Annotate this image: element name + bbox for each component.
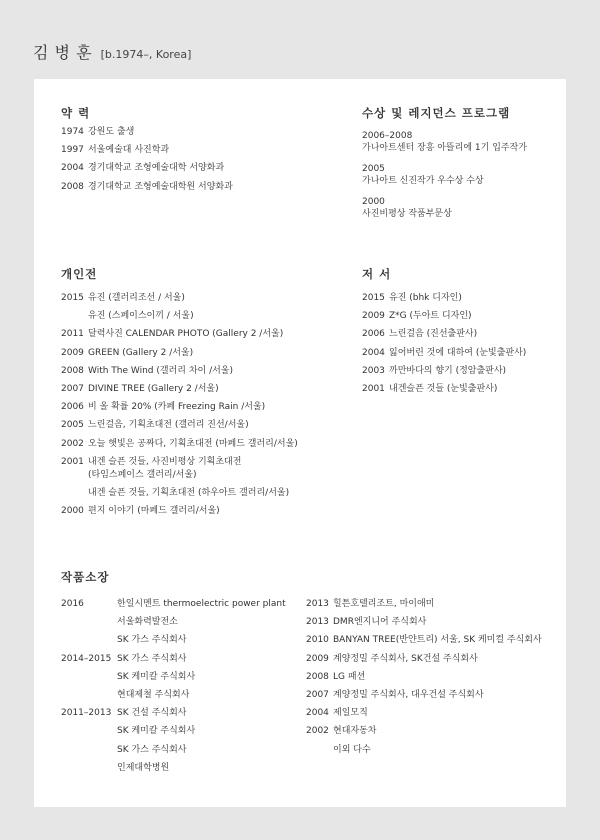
list-item (61, 344, 298, 362)
item-text: 이외 다수 (333, 744, 371, 755)
list-item (61, 686, 286, 704)
award-item (362, 163, 527, 187)
item-text: SK 케미칼 주식회사 (117, 726, 196, 737)
list-item (306, 741, 542, 759)
list-item (306, 631, 542, 649)
award-text: 가나아트 신진작가 우수상 수상 (362, 176, 484, 186)
list-item (61, 466, 298, 484)
item-year: 2008 (61, 365, 84, 376)
item-year (61, 484, 88, 502)
list-item (362, 380, 526, 398)
item-text: BANYAN TREE(반얀트리) 서울, SK 케미컬 주식회사 (333, 635, 542, 646)
item-text: SK 가스 주식회사 (117, 635, 187, 646)
list-item (61, 435, 298, 453)
list-item (61, 289, 298, 307)
awards-list (362, 130, 527, 229)
award-text: 사진비평상 작품부문상 (362, 209, 452, 219)
item-year: 2007 (61, 384, 84, 395)
education-list (61, 123, 233, 196)
collections-list-right (306, 595, 542, 759)
books-title: 저 서 (362, 267, 392, 281)
list-item (61, 159, 233, 177)
item-text: 오늘 햇빛은 공짜다, 기획초대전 (마페드 갤러리/서울) (88, 438, 298, 449)
item-year (61, 686, 117, 704)
item-text: 현대제철 주식회사 (117, 690, 190, 701)
item-text: Z*G (두아트 디자인) (389, 311, 472, 322)
awards-title: 수상 및 레지던스 프로그램 (362, 106, 511, 120)
list-item (306, 650, 542, 668)
item-year (61, 759, 117, 777)
solo-title: 개인전 (61, 267, 98, 281)
collections-title: 작품소장 (61, 570, 110, 584)
award-year: 2005 (362, 164, 385, 174)
item-year: 2005 (61, 420, 84, 431)
list-item (61, 141, 233, 159)
artist-birth: [b.1974–, Korea] (100, 48, 192, 61)
artist-header (33, 40, 191, 63)
item-text: 인제대학병원 (117, 762, 170, 773)
item-text: 달력사진 CALENDAR PHOTO (Gallery 2 /서울) (88, 329, 284, 340)
item-year: 2015 (362, 293, 385, 303)
item-year: 2013 (306, 617, 329, 628)
list-item (61, 398, 298, 416)
item-year (61, 613, 117, 631)
list-item (61, 722, 286, 740)
item-year (61, 631, 117, 649)
collections-list-left (61, 595, 286, 777)
item-text: 한일시멘트 thermoelectric power plant (117, 599, 286, 609)
item-text: 경기대학교 조형예술대학 서양화과 (88, 163, 225, 174)
item-text: 느린걸음, 기획초대전 (갤러리 진선/서울) (88, 420, 249, 431)
item-text: DIVINE TREE (Gallery 2 /서울) (88, 384, 219, 395)
item-text: 편지 이야기 (마페드 갤러리/서울) (88, 506, 220, 517)
item-text: 까만바다의 향기 (정암출판사) (389, 365, 507, 376)
item-text: LG 패션 (333, 671, 366, 682)
item-text: DMR엔지니어 주식회사 (333, 617, 427, 628)
list-item (362, 325, 526, 343)
item-text: With The Wind (갤러리 차이 /서울) (88, 365, 234, 376)
list-item (61, 741, 286, 759)
award-text: 가나아트센터 장흥 아뜰리에 1기 입주작가 (362, 143, 527, 153)
list-item (306, 722, 542, 740)
list-item (61, 650, 286, 668)
item-year: 2011–2013 (61, 708, 112, 719)
list-item (61, 307, 298, 325)
list-item (362, 344, 526, 362)
item-text: 잃어버린 것에 대하여 (눈빛출판사) (389, 347, 527, 358)
list-item (362, 289, 526, 307)
item-year: 2013 (306, 599, 329, 609)
award-year: 2000 (362, 197, 385, 207)
item-year: 1974 (61, 127, 84, 137)
item-text: (타임스페이스 갤러리/서울) (88, 470, 197, 481)
item-text: 제일모직 (333, 708, 368, 719)
item-text: SK 건설 주식회사 (117, 708, 187, 719)
item-year: 2004 (61, 163, 84, 174)
item-year: 2009 (306, 653, 329, 664)
item-text: 계양정밀 주식회사, SK건설 주식회사 (333, 653, 478, 664)
list-item (61, 704, 286, 722)
list-item (362, 362, 526, 380)
item-text: SK 가스 주식회사 (117, 744, 187, 755)
item-year: 2014–2015 (61, 653, 112, 664)
list-item (61, 362, 298, 380)
item-year: 2009 (61, 347, 84, 358)
item-year: 2008 (306, 671, 329, 682)
item-year: 1997 (61, 145, 84, 156)
list-item (306, 668, 542, 686)
education-title: 약 력 (61, 106, 91, 120)
list-item (306, 613, 542, 631)
item-year: 2004 (362, 347, 385, 358)
item-text: 서울화력발전소 (117, 617, 178, 628)
item-year (61, 741, 117, 759)
list-item (61, 595, 286, 613)
item-text: 느린걸음 (진선출판사) (389, 329, 478, 340)
item-text: 유진 (bhk 디자인) (389, 293, 462, 303)
item-year: 2016 (61, 599, 84, 609)
item-year: 2001 (362, 384, 385, 395)
item-text: 서울예술대 사진학과 (88, 145, 170, 156)
list-item (306, 595, 542, 613)
books-list (362, 289, 526, 398)
item-text: 유진 (스페이스이끼 / 서울) (88, 311, 194, 322)
list-item (61, 484, 298, 502)
item-year: 2001 (61, 456, 84, 467)
list-item (61, 759, 286, 777)
item-text: 경기대학교 조형예술대학원 서양화과 (88, 181, 233, 192)
list-item (306, 704, 542, 722)
item-year: 2007 (306, 690, 329, 701)
item-year: 2011 (61, 329, 84, 340)
award-year: 2006–2008 (362, 131, 413, 141)
award-item (362, 196, 527, 220)
item-text: 강원도 출생 (88, 127, 135, 137)
item-year: 2002 (61, 438, 84, 449)
list-item (61, 613, 286, 631)
artist-name: 김 병 훈 (33, 43, 93, 62)
item-year (61, 668, 117, 686)
item-year: 2015 (61, 293, 84, 303)
list-item (61, 123, 233, 141)
item-text: 힐튼호텔리조트, 마이애미 (333, 599, 435, 609)
list-item (61, 631, 286, 649)
item-year (61, 722, 117, 740)
item-year: 2004 (306, 708, 329, 719)
item-text: 현대자동차 (333, 726, 377, 737)
cv-card (34, 79, 566, 807)
list-item (61, 380, 298, 398)
list-item (362, 307, 526, 325)
list-item (306, 686, 542, 704)
solo-list (61, 289, 298, 521)
item-year: 2006 (362, 329, 385, 340)
list-item (61, 325, 298, 343)
item-year (61, 307, 88, 325)
item-text: SK 가스 주식회사 (117, 653, 187, 664)
item-text: SK 케미칼 주식회사 (117, 671, 196, 682)
item-year: 2010 (306, 635, 329, 646)
item-year: 2000 (61, 506, 84, 517)
item-year: 2008 (61, 181, 84, 192)
item-year (306, 741, 333, 759)
item-text: 비 올 확률 20% (카페 Freezing Rain /서울) (88, 402, 266, 413)
item-text: 내겐 슬픈 것들, 기획초대전 (하우아트 갤러리/서울) (88, 488, 290, 499)
item-year: 2009 (362, 311, 385, 322)
list-item (61, 502, 298, 520)
item-text: 내겐 슬픈 것들, 사진비평상 기획초대전 (88, 456, 242, 467)
item-text: 계양정밀 주식회사, 대우건설 주식회사 (333, 690, 484, 701)
item-year: 2006 (61, 402, 84, 413)
item-text: 유진 (갤러리조선 / 서울) (88, 293, 185, 303)
award-item (362, 130, 527, 154)
item-year: 2002 (306, 726, 329, 737)
list-item (61, 178, 233, 196)
item-year: 2003 (362, 365, 385, 376)
item-year (61, 466, 88, 484)
item-text: 내겐슬픈 것들 (눈빛출판사) (389, 384, 498, 395)
item-text: GREEN (Gallery 2 /서울) (88, 347, 194, 358)
list-item (61, 416, 298, 434)
list-item (61, 668, 286, 686)
